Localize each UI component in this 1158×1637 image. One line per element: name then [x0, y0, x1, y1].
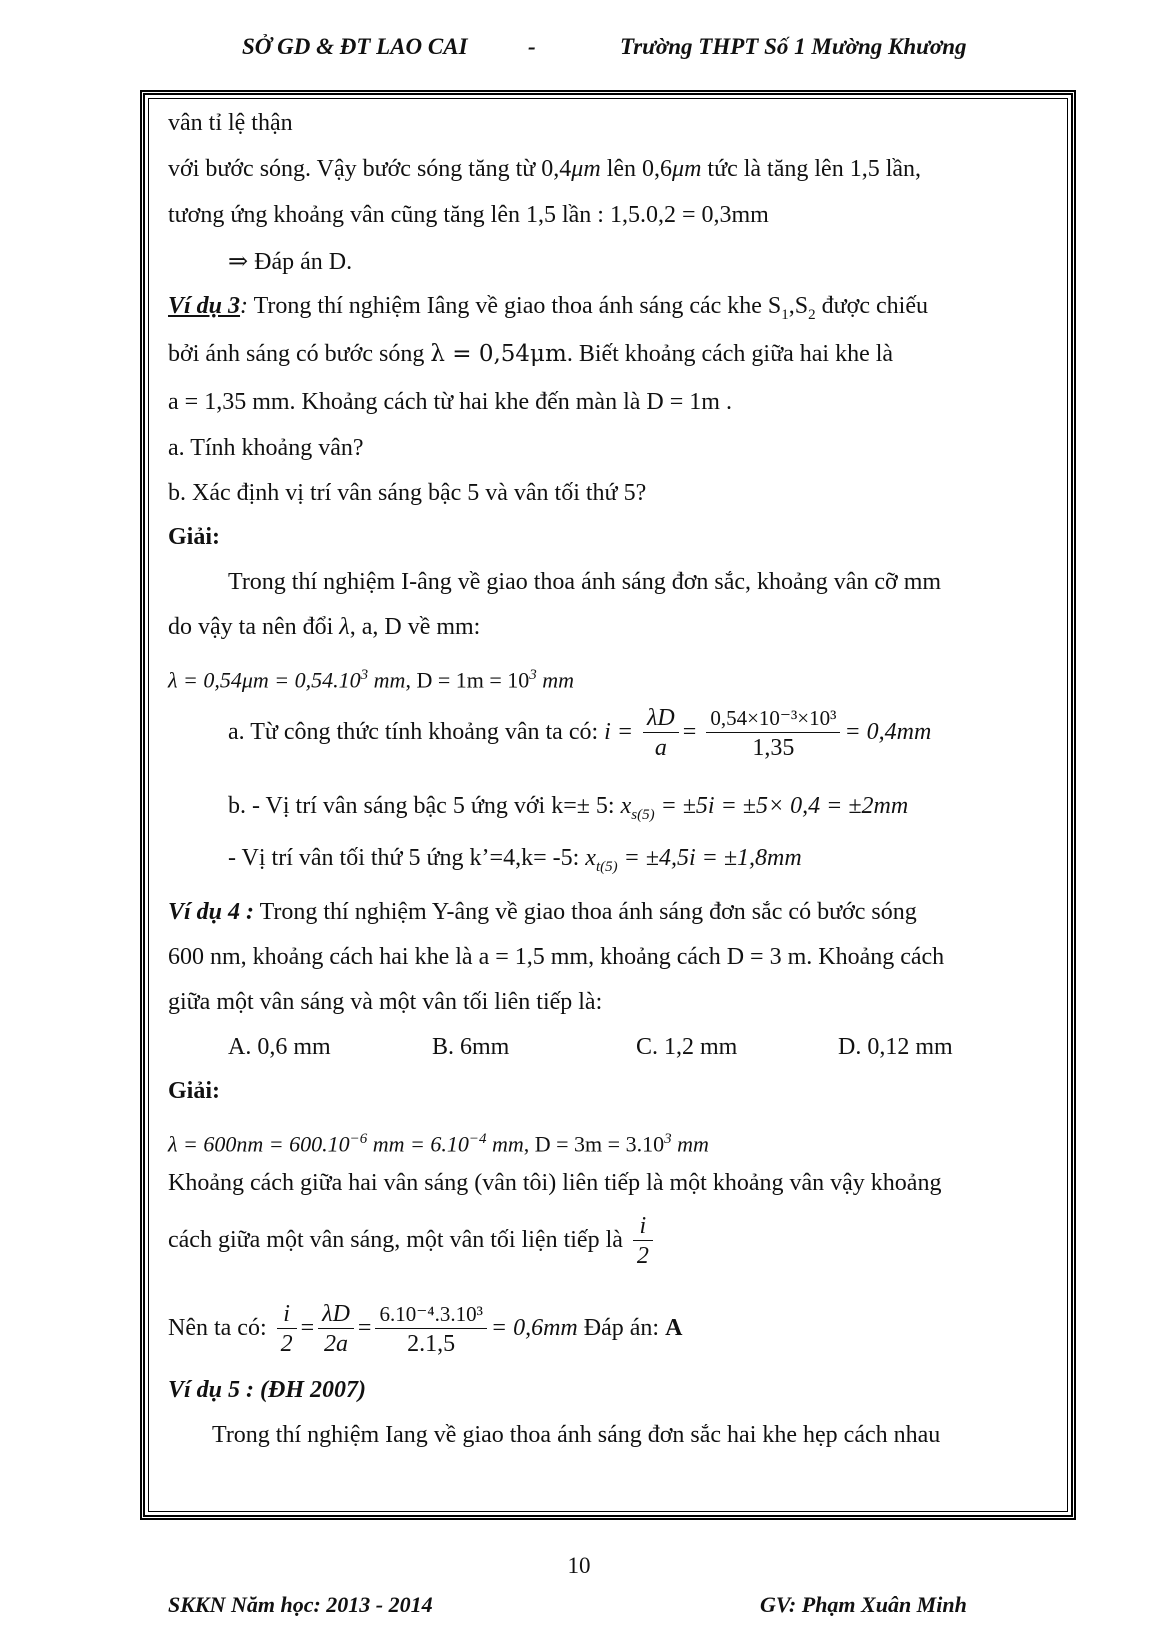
header-separator: -: [528, 34, 536, 59]
option-b: B. 6mm: [432, 1034, 510, 1060]
formula-conversion-2: $\lambda = 600nm = 600.10^{-6}$ mm = $6.10^{-4}$ mm, $D = 3m = 3.10^3$ mm: [168, 1131, 709, 1157]
text-line: với bước sóng. Vậy bước sóng tăng từ 0,4μm lên 0,6μm tức là tăng lên 1,5 lần,: [168, 156, 922, 182]
fraction: $\frac{\text{0,54×10⁻³×10³}}{1,35}$: [706, 704, 840, 763]
answer-line: ⇒ Đáp án D.: [228, 249, 353, 275]
option-a: A. 0,6 mm: [228, 1034, 331, 1060]
text-line: Trong thí nghiệm Iang về giao thoa ánh sáng đơn sắc hai khe hẹp cách nhau: [212, 1422, 941, 1448]
text-line: do vậy ta nên đổi λ, a, D về mm:: [168, 614, 481, 640]
footer-teacher: GV: Phạm Xuân Minh: [760, 1592, 967, 1617]
question-b: b. Xác định vị trí vân sáng bậc 5 và vân tối thứ 5?: [168, 480, 647, 506]
example-3-intro: Ví dụ 3: Trong thí nghiệm Iâng về giao thoa ánh sáng các khe $S_1,S_2$ được chiếu: [168, 293, 928, 323]
option-c: C. 1,2 mm: [636, 1034, 738, 1060]
option-d: D. 0,12 mm: [838, 1034, 953, 1060]
header-school: Trường THPT Số 1 Mường Khương: [620, 34, 967, 59]
fraction: $\frac{\text{6.10⁻⁴.3.10³}}{2.1,5}$: [375, 1300, 486, 1359]
example-4-intro: Ví dụ 4 : Trong thí nghiệm Y-âng về giao thoa ánh sáng đơn sắc có bước sóng: [168, 899, 917, 925]
header-department: SỞ GD & ĐT LAO CAI: [242, 34, 468, 59]
text-line: a = 1,35 mm. Khoảng cách từ hai khe đến màn là D = 1m .: [168, 389, 732, 415]
solution-heading: Giải:: [168, 1078, 220, 1104]
formula-dark-fringe: - Vị trí vân tối thứ 5 ứng k’=4,k= -5: $x_{t(5)} = \pm 4,5i = \pm 1,8mm$: [228, 845, 802, 875]
text-line: Khoảng cách giữa hai vân sáng (vân tôi) liên tiếp là một khoảng vân vậy khoảng: [168, 1170, 942, 1196]
fraction: $\frac{\lambda D}{a}$: [643, 704, 679, 763]
formula-bright-fringe: b. - Vị trí vân sáng bậc 5 ứng với k=± 5: $x_{s(5)} = \pm 5i = \pm 5\times 0,4 = \pm 2mm$: [228, 793, 909, 823]
solution-heading: Giải:: [168, 524, 220, 550]
text-line: cách giữa một vân sáng, một vân tối liện tiếp là $\frac{i}{2}$: [168, 1212, 657, 1271]
text-line: vân tỉ lệ thận: [168, 110, 293, 136]
text-line: bởi ánh sáng có bước sóng λ = 0,54μm. Biết khoảng cách giữa hai khe là: [168, 341, 894, 367]
fraction: $\frac{\lambda D}{2a}$: [318, 1300, 354, 1359]
fraction: $\frac{i}{2}$: [277, 1300, 297, 1359]
formula-conversion: $\lambda = 0,54\mu m = 0,54.10^3$ mm, $D = 1m = 10^3$ mm: [168, 667, 575, 693]
footer-school-year: SKKN Năm học: 2013 - 2014: [168, 1592, 433, 1617]
example-3-label: Ví dụ 3: [168, 293, 241, 319]
formula-fringe-spacing: a. Từ công thức tính khoảng vân ta có: i = $\frac{\lambda D}{a}$ = $\frac{\text{0,54×10⁻³×10³}}{1,35}$ = 0,4mm: [228, 705, 932, 761]
answer-options: [0, 1032, 1158, 1062]
formula-result: Nên ta có: $\frac{i}{2}$ = $\frac{\lambda D}{2a}$ = $\frac{\text{6.10⁻⁴.3.10³}}{2.1,5}$ = 0,6mm Đáp án: A: [168, 1301, 683, 1357]
text-line: Trong thí nghiệm I-âng về giao thoa ánh sáng đơn sắc, khoảng vân cỡ mm: [228, 569, 942, 595]
question-a: a. Tính khoảng vân?: [168, 435, 364, 461]
text-line: 600 nm, khoảng cách hai khe là a = 1,5 mm, khoảng cách D = 3 m. Khoảng cách: [168, 944, 945, 970]
fraction: $\frac{i}{2}$: [633, 1212, 653, 1271]
example-5-label: Ví dụ 5 : (ĐH 2007): [168, 1377, 366, 1403]
page-header: [0, 30, 1158, 66]
text-line: tương ứng khoảng vân cũng tăng lên 1,5 lần : 1,5.0,2 = 0,3mm: [168, 202, 769, 228]
example-4-label: Ví dụ 4 :: [168, 899, 255, 925]
text-line: giữa một vân sáng và một vân tối liên tiếp là:: [168, 989, 603, 1015]
page-number: 10: [567, 1553, 591, 1578]
